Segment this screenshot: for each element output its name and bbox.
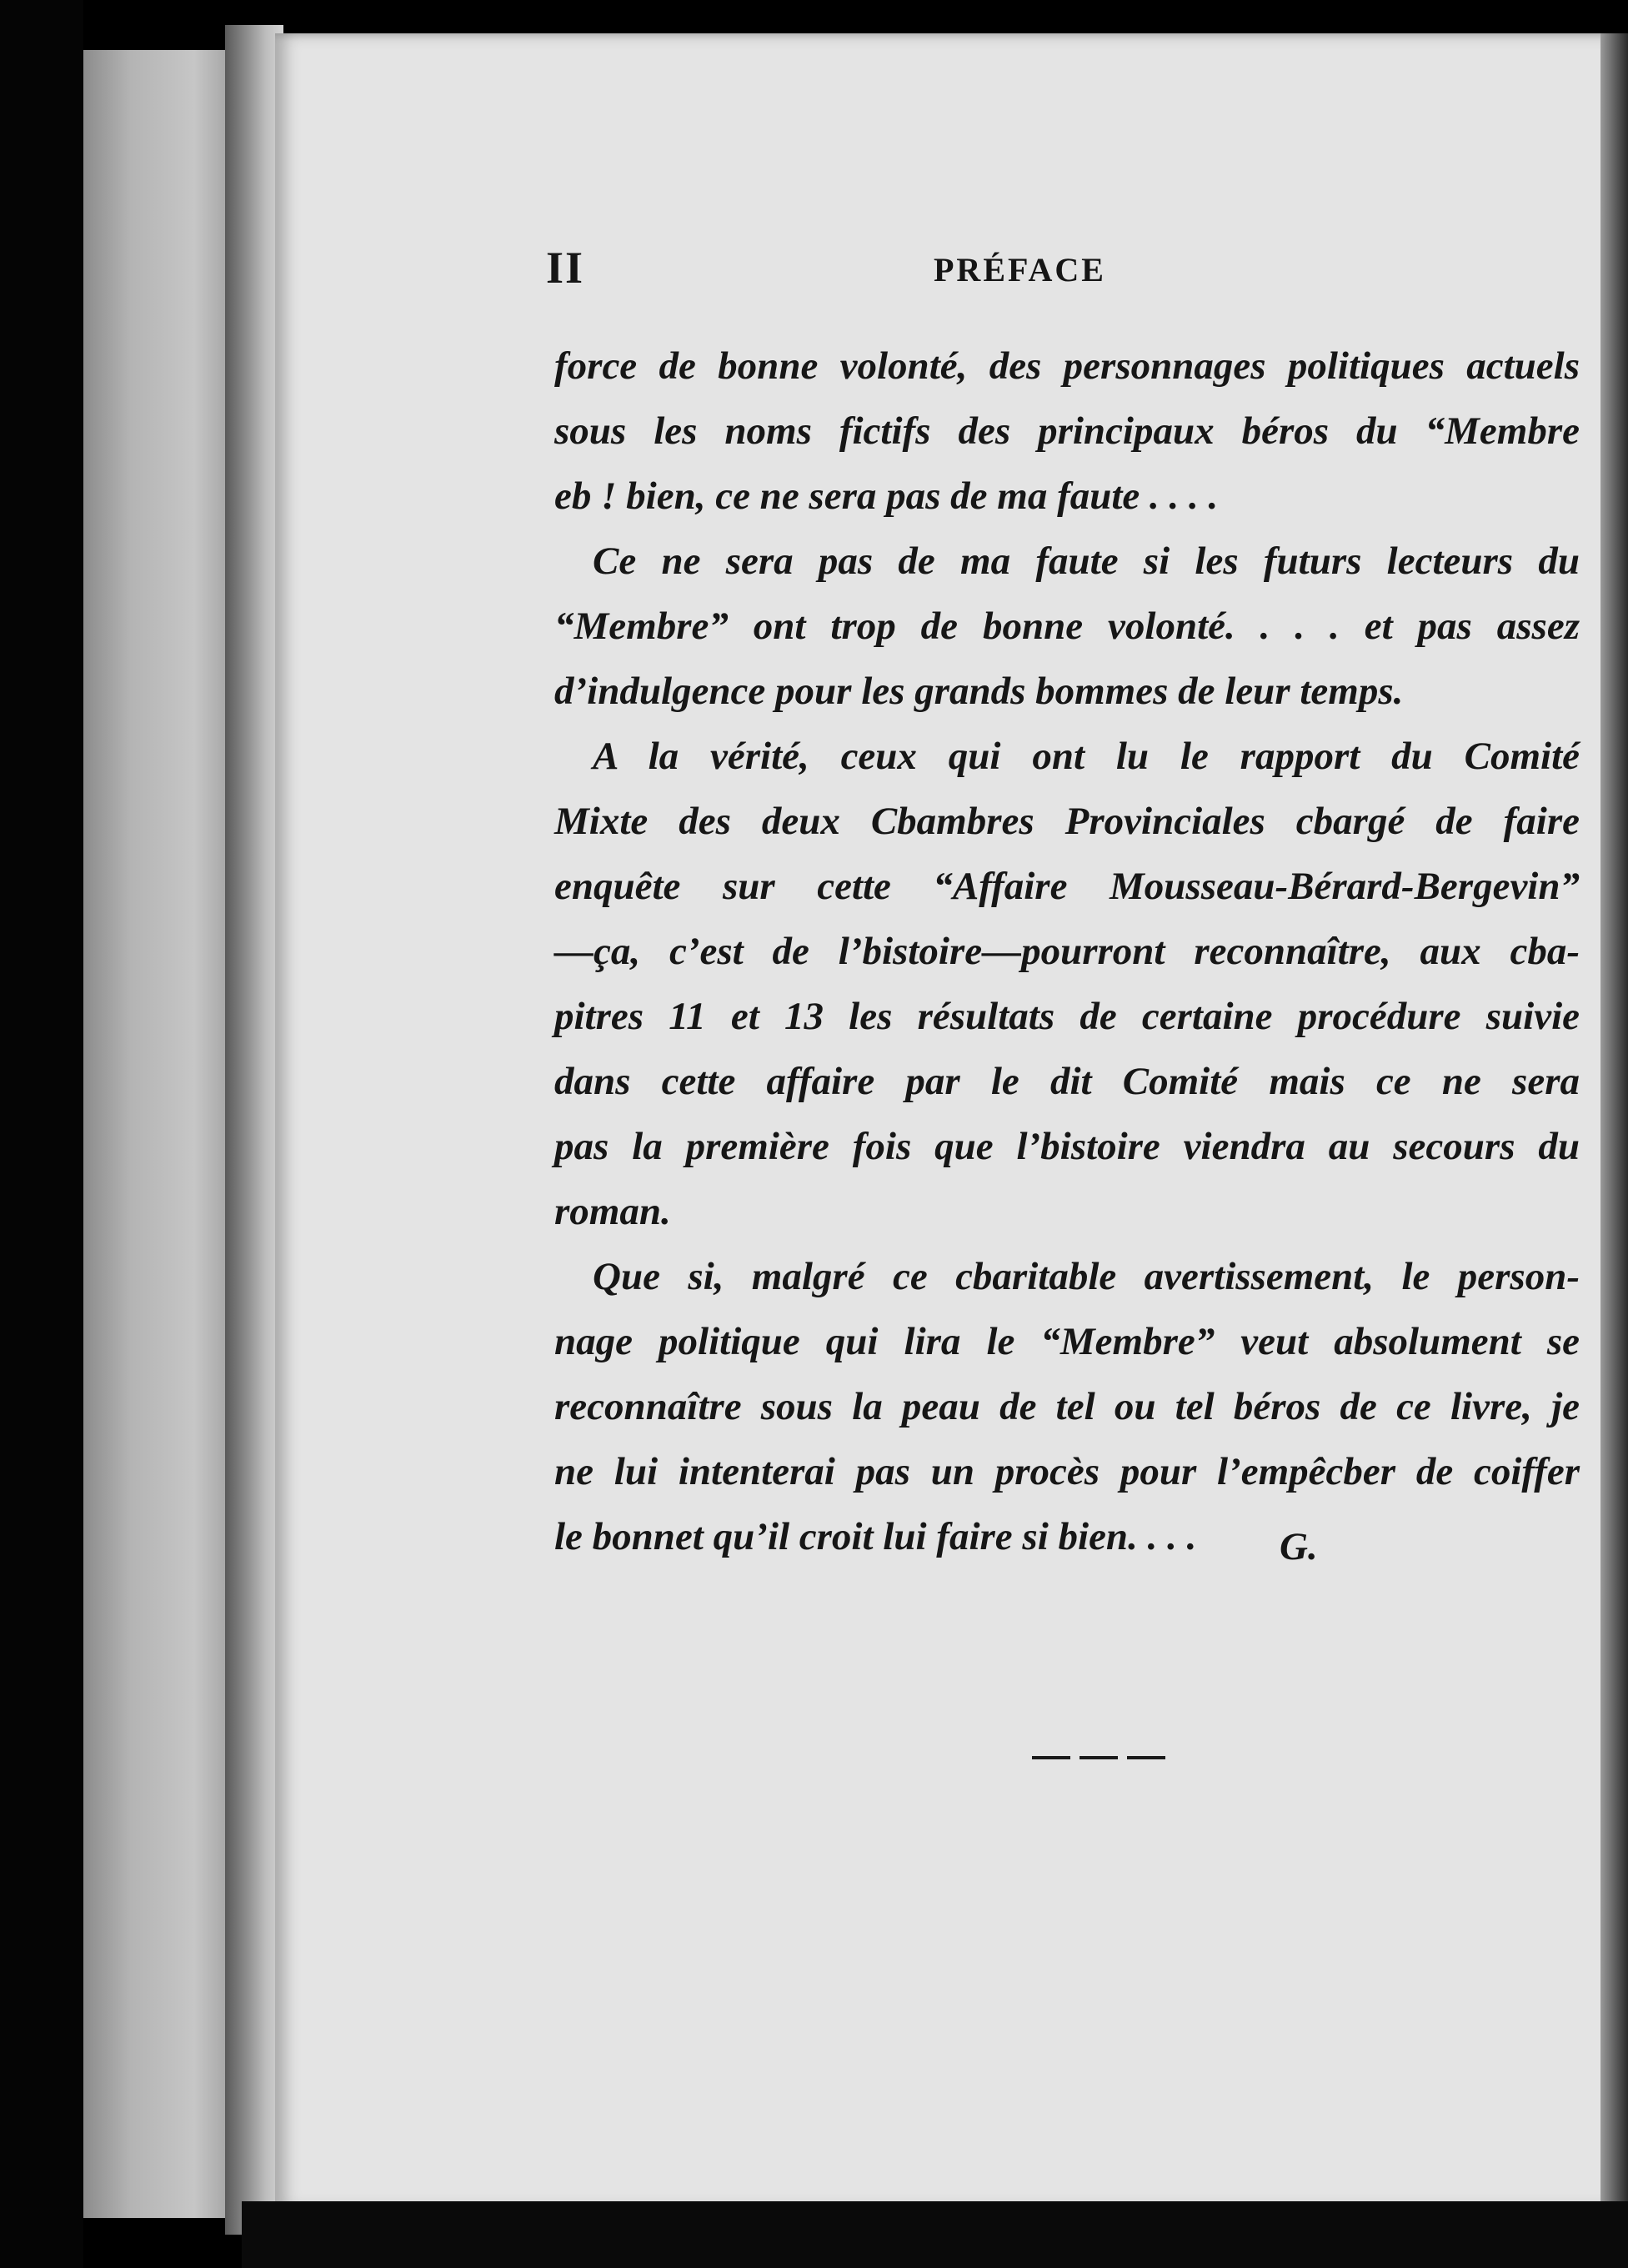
text-line: pas la première fois que l’bistoire viendra au secours du — [554, 1125, 1580, 1168]
text-line: le bonnet qu’il croit lui faire si bien. . . . — [554, 1515, 1197, 1558]
rule-dash — [1079, 1756, 1118, 1759]
end-ornament-rule — [1032, 1756, 1165, 1759]
rule-dash — [1127, 1756, 1165, 1759]
text-line: reconnaître sous la peau de tel ou tel béros de ce livre, je — [554, 1385, 1580, 1428]
text-line: eb ! bien, ce ne sera pas de ma faute . . . . — [554, 474, 1219, 518]
page-right-edge — [1600, 33, 1628, 2210]
text-line: Que si, malgré ce cbaritable avertissement, le person- — [593, 1255, 1580, 1298]
text-line: nage politique qui lira le “Membre” veut absolument se — [554, 1320, 1580, 1363]
text-line: sous les noms fictifs des principaux béros du “Membre — [554, 409, 1580, 453]
scan-background-left — [0, 0, 83, 2268]
running-title: PRÉFACE — [934, 251, 1106, 289]
text-line: Ce ne sera pas de ma faute si les futurs lecteurs du — [593, 539, 1580, 583]
text-line: roman. — [554, 1190, 671, 1233]
text-line: A la vérité, ceux qui ont lu le rapport du Comité — [593, 735, 1580, 778]
text-line: enquête sur cette “Affaire Mousseau-Bérard-Bergevin” — [554, 865, 1580, 908]
text-line: ne lui intenterai pas un procès pour l’empêcber de coiffer — [554, 1450, 1580, 1493]
scan-background-bottom — [242, 2201, 1628, 2268]
text-line: force de bonne volonté, des personnages politiques actuels — [554, 344, 1580, 388]
text-line: d’indulgence pour les grands bommes de leur temps. — [554, 670, 1404, 713]
text-line: —ça, c’est de l’bistoire—pourront reconnaître, aux cba- — [554, 930, 1580, 973]
text-line: “Membre” ont trop de bonne volonté. . . . et pas assez — [554, 605, 1580, 648]
text-line: Mixte des deux Cbambres Provinciales cbargé de faire — [554, 800, 1580, 843]
preface-text — [554, 334, 1580, 1569]
text-line: dans cette affaire par le dit Comité mais ce ne sera — [554, 1060, 1580, 1103]
signature: G. — [1280, 1525, 1318, 1568]
page-number: II — [546, 243, 585, 293]
rule-dash — [1032, 1756, 1070, 1759]
text-line: pitres 11 et 13 les résultats de certaine procédure suivie — [554, 995, 1580, 1038]
previous-page-edge — [83, 50, 242, 2218]
